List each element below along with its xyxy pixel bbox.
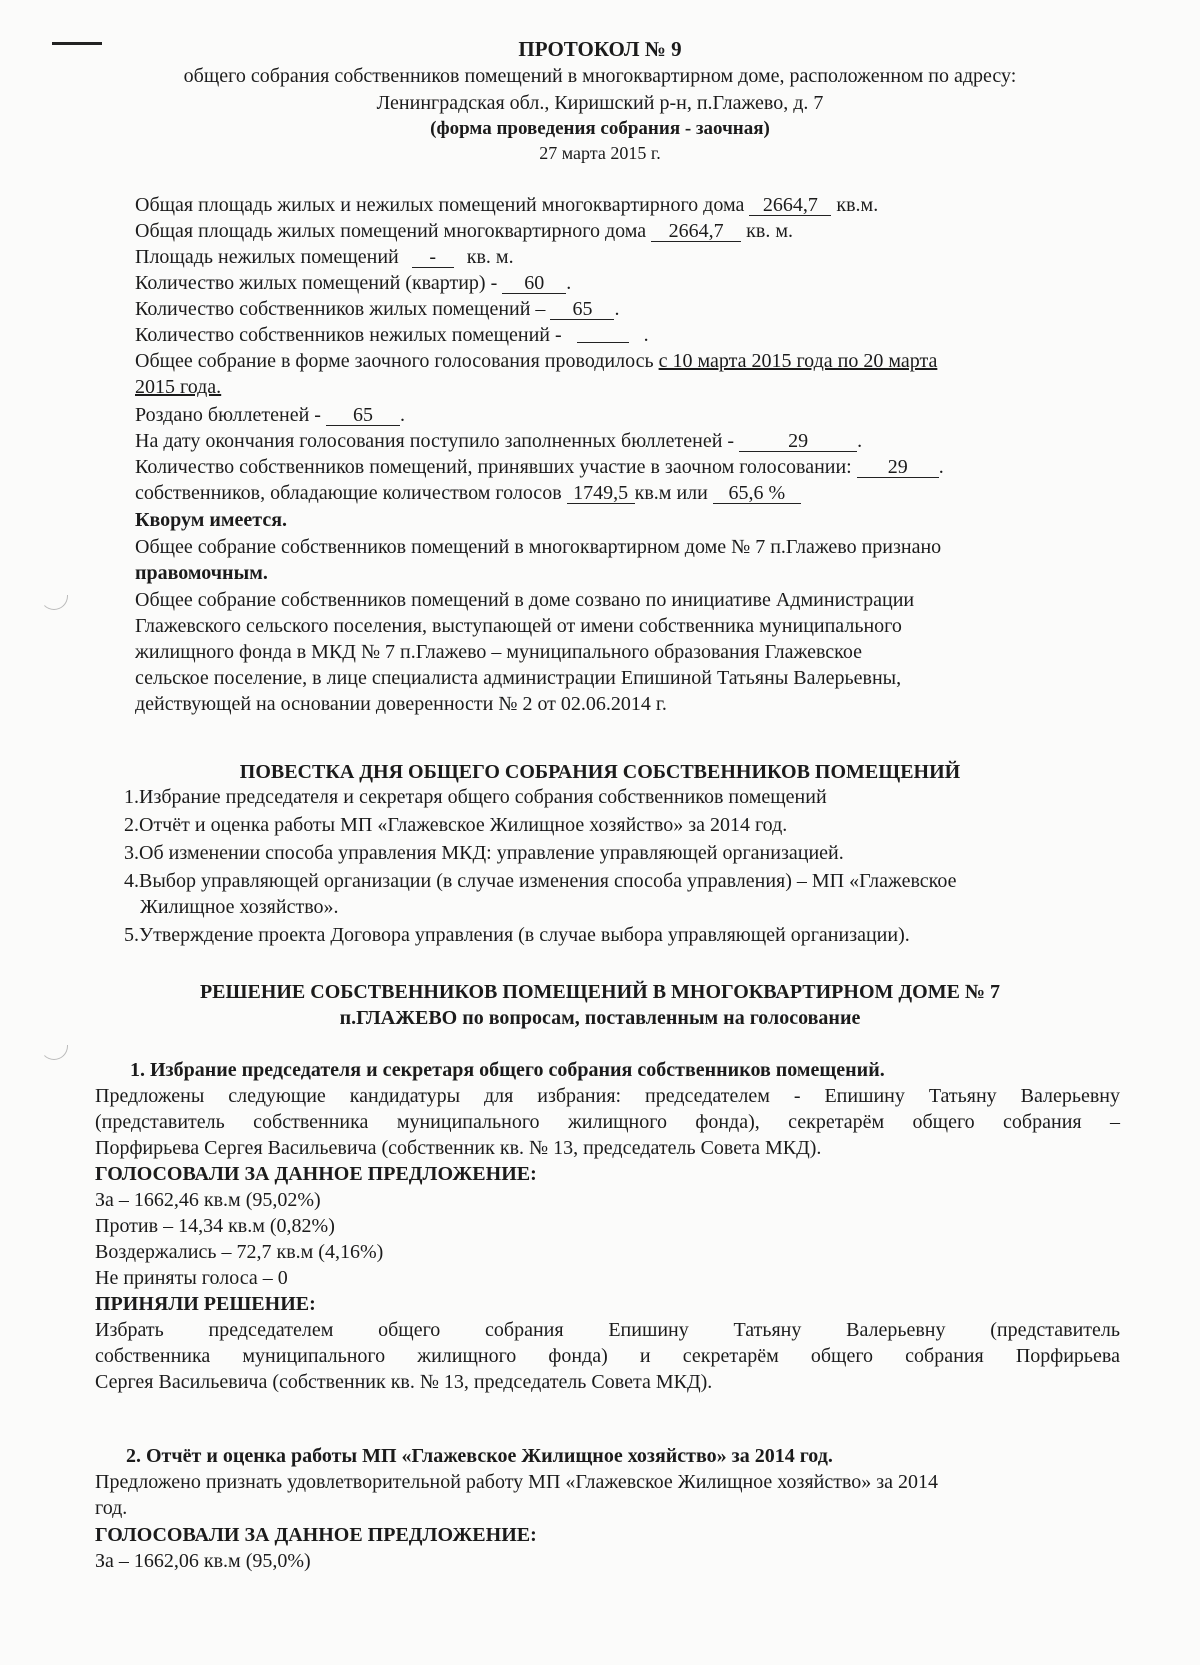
- question-1-decision-line: собственника муниципального жилищного фонда) и секретарём общего собрания Порфирьева: [95, 1345, 1120, 1367]
- owners-nonliving-value: [577, 324, 629, 343]
- living-area-line: [135, 218, 793, 244]
- votes-percent: 65,6 %: [713, 483, 801, 504]
- owners-nonliving-line: [135, 322, 649, 348]
- owners-living-line: [135, 296, 619, 322]
- votes-value: 1749,5: [567, 483, 635, 504]
- quorum-status: Кворум имеется.: [135, 509, 288, 531]
- total-area-label: Общая площадь жилых и нежилых помещений многоквартирного дома: [135, 194, 745, 216]
- votes-label: собственников, обладающие количеством голосов: [135, 482, 562, 504]
- question-1-vote-against: Против – 14,34 кв.м (0,82%): [95, 1215, 335, 1237]
- agenda-item: 1.Избрание председателя и секретаря общего собрания собственников помещений: [124, 786, 827, 808]
- meeting-form: (форма проведения собрания - заочная): [430, 118, 770, 139]
- owners-living-value: 65: [550, 299, 614, 320]
- nonliving-area-unit: кв. м.: [466, 246, 514, 268]
- agenda-item: 4.Выбор управляющей организации (в случае изменения способа управления) – МП «Глажевское: [124, 870, 957, 892]
- living-area-unit: кв. м.: [746, 220, 793, 242]
- question-1-decided-heading: ПРИНЯЛИ РЕШЕНИЕ:: [95, 1293, 316, 1315]
- nonliving-area-label: Площадь нежилых помещений: [135, 246, 399, 268]
- ballots-issued-line: [135, 402, 405, 428]
- participants-value: 29: [857, 457, 939, 478]
- apartments-suffix: .: [566, 272, 572, 294]
- apartments-value: 60: [502, 273, 566, 294]
- votes-line: [135, 480, 801, 506]
- participants-suffix: .: [938, 456, 944, 478]
- punch-hole-mark: [40, 595, 68, 610]
- owners-nonliving-suffix: .: [643, 324, 649, 346]
- question-2-proposal-line: Предложено признать удовлетворительной работу МП «Глажевское Жилищное хозяйство» за 2014: [95, 1471, 939, 1493]
- question-2-proposal-line: год.: [95, 1497, 128, 1519]
- meeting-period-prefix: Общее собрание в форме заочного голосования проводилось: [135, 350, 654, 372]
- protocol-title: ПРОТОКОЛ № 9: [518, 37, 682, 61]
- total-area-value: 2664,7: [749, 195, 831, 216]
- ballots-issued-label: Роздано бюллетеней -: [135, 404, 321, 426]
- living-area-label: Общая площадь жилых помещений многоквартирного дома: [135, 220, 647, 242]
- participants-label: Количество собственников помещений, принявших участие в заочном голосовании:: [135, 456, 852, 478]
- ballots-received-suffix: .: [857, 430, 863, 452]
- total-area-line: [135, 192, 878, 218]
- apartments-line: [135, 270, 571, 296]
- agenda-item-continuation: Жилищное хозяйство».: [140, 896, 339, 918]
- initiator-line: Глажевского сельского поселения, выступающей от имени собственника муниципального: [135, 615, 902, 637]
- owners-living-suffix: .: [614, 298, 620, 320]
- ballots-received-value: 29: [739, 431, 857, 452]
- competent-word: правомочным.: [135, 562, 268, 584]
- nonliving-area-value: -: [412, 247, 454, 268]
- question-2-vote-for: За – 1662,06 кв.м (95,0%): [95, 1550, 311, 1572]
- agenda-heading: ПОВЕСТКА ДНЯ ОБЩЕГО СОБРАНИЯ СОБСТВЕННИКОВ ПОМЕЩЕНИЙ: [239, 761, 961, 783]
- votes-unit: кв.м или: [634, 482, 708, 504]
- decision-heading: РЕШЕНИЕ СОБСТВЕННИКОВ ПОМЕЩЕНИЙ В МНОГОКВАРТИРНОМ ДОМЕ № 7: [199, 981, 1001, 1003]
- question-1-proposal-line: Предложены следующие кандидатуры для избрания: председателем - Епишину Татьяну Валерьевну: [95, 1085, 1120, 1107]
- question-1-vote-for: За – 1662,46 кв.м (95,02%): [95, 1189, 321, 1211]
- protocol-subtitle: общего собрания собственников помещений в многоквартирном доме, расположенном по адресу:: [183, 65, 1017, 87]
- agenda-item: 3.Об изменении способа управления МКД: управление управляющей организацией.: [124, 842, 844, 864]
- question-2-title: 2. Отчёт и оценка работы МП «Глажевское Жилищное хозяйство» за 2014 год.: [126, 1445, 833, 1467]
- decision-subheading: п.ГЛАЖЕВО по вопросам, поставленным на голосование: [339, 1007, 861, 1029]
- competent-statement: Общее собрание собственников помещений в многоквартирном доме № 7 п.Глажево признано: [135, 536, 942, 558]
- participants-line: [135, 454, 944, 480]
- punch-hole-mark: [40, 1045, 68, 1060]
- question-1-decision-line: Избрать председателем общего собрания Епишину Татьяну Валерьевну (представитель: [95, 1319, 1120, 1341]
- nonliving-area-line: [135, 244, 514, 270]
- initiator-line: жилищного фонда в МКД № 7 п.Глажево – муниципального образования Глажевское: [135, 641, 862, 663]
- protocol-address: Ленинградская обл., Киришский р-н, п.Глажево, д. 7: [376, 92, 824, 114]
- agenda-item: 2.Отчёт и оценка работы МП «Глажевское Жилищное хозяйство» за 2014 год.: [124, 814, 788, 836]
- owners-living-label: Количество собственников жилых помещений –: [135, 298, 546, 320]
- question-1-proposal-line: Порфирьева Сергея Васильевича (собственник кв. № 13, председатель Совета МКД).: [95, 1137, 822, 1159]
- meeting-period-line: [135, 348, 937, 374]
- initiator-line: Общее собрание собственников помещений в доме созвано по инициативе Администрации: [135, 589, 915, 611]
- ballots-issued-suffix: .: [399, 404, 405, 426]
- question-1-title: 1. Избрание председателя и секретаря общего собрания собственников помещений.: [130, 1059, 885, 1081]
- question-2-voted-heading: ГОЛОСОВАЛИ ЗА ДАННОЕ ПРЕДЛОЖЕНИЕ:: [95, 1524, 537, 1546]
- initiator-line: действующей на основании доверенности № 2 от 02.06.2014 г.: [135, 693, 667, 715]
- initiator-line: сельское поселение, в лице специалиста администрации Епишиной Татьяны Валерьевны,: [135, 667, 902, 689]
- ballots-issued-value: 65: [326, 405, 400, 426]
- ballots-received-label: На дату окончания голосования поступило заполненных бюллетеней -: [135, 430, 735, 452]
- total-area-unit: кв.м.: [836, 194, 879, 216]
- question-1-vote-abstain: Воздержались – 72,7 кв.м (4,16%): [95, 1241, 384, 1263]
- owners-nonliving-label: Количество собственников нежилых помещений -: [135, 324, 562, 346]
- meeting-period-end: 2015 года.: [135, 376, 222, 398]
- protocol-date: 27 марта 2015 г.: [539, 143, 661, 163]
- apartments-label: Количество жилых помещений (квартир) -: [135, 272, 498, 294]
- question-1-voted-heading: ГОЛОСОВАЛИ ЗА ДАННОЕ ПРЕДЛОЖЕНИЕ:: [95, 1163, 537, 1185]
- ballots-received-line: [135, 428, 862, 454]
- living-area-value: 2664,7: [651, 221, 741, 242]
- meeting-period-dates: с 10 марта 2015 года по 20 марта: [658, 350, 938, 372]
- question-1-decision-line: Сергея Васильевича (собственник кв. № 13, председатель Совета МКД).: [95, 1371, 713, 1393]
- agenda-item: 5.Утверждение проекта Договора управления (в случае выбора управляющей организации).: [124, 924, 910, 946]
- question-1-vote-rejected: Не приняты голоса – 0: [95, 1267, 288, 1289]
- question-1-proposal-line: (представитель собственника муниципального жилищного фонда), секретарём общего собрания –: [95, 1111, 1120, 1133]
